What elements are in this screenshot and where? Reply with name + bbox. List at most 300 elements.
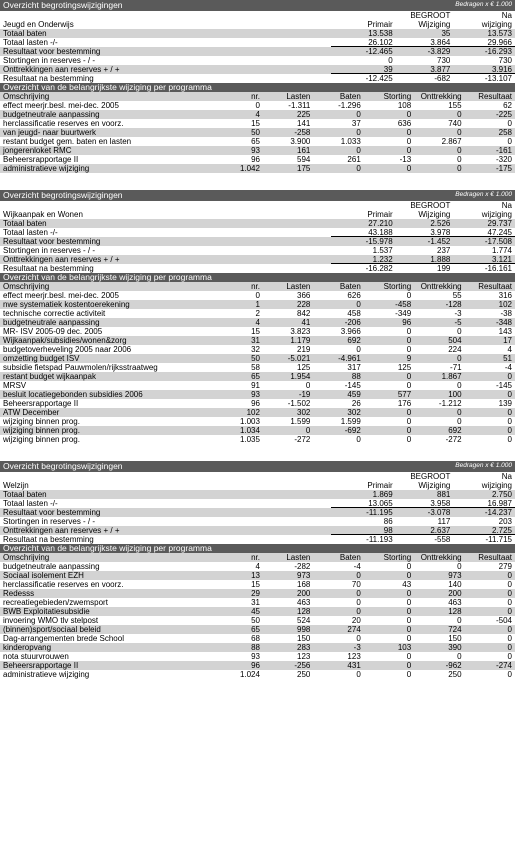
detail-cell: 458	[347, 309, 361, 318]
primair-value: 0	[388, 56, 393, 65]
column-header: nr.	[251, 553, 260, 562]
col-na-wijziging: wijziging	[481, 481, 512, 490]
detail-cell: 0	[507, 652, 512, 661]
detail-cell: 1.954	[290, 372, 311, 381]
detail-cell: 96	[251, 661, 260, 670]
col-na: Na	[501, 11, 512, 20]
detail-cell: 29	[251, 589, 260, 598]
detail-cell: 1.024	[239, 670, 260, 679]
detail-cell: 390	[448, 643, 462, 652]
detail-cell: -13	[399, 155, 412, 164]
report-header	[0, 461, 515, 472]
program-name: Jeugd en Onderwijs	[3, 20, 74, 29]
detail-cell: 176	[397, 399, 412, 408]
detail-cell: effect meerjr.besl. mei-dec. 2005	[3, 291, 119, 300]
column-heading-row	[0, 11, 515, 20]
na-wijziging-value: 730	[498, 56, 512, 65]
detail-cell: -5	[454, 318, 462, 327]
detail-cell: Redesss	[3, 589, 35, 598]
detail-cell: 0	[406, 381, 412, 390]
detail-cell: 0	[507, 426, 512, 435]
detail-cell: Beheersrapportage II	[3, 661, 79, 670]
detail-cell: 0	[457, 417, 462, 426]
wijziging-value: 35	[441, 29, 451, 38]
program-block	[0, 461, 515, 679]
detail-cell: -145	[344, 381, 361, 390]
detail-cell: herclassificatie reserves en voorz.	[3, 580, 124, 589]
detail-cell: -1.502	[287, 399, 311, 408]
detail-cell: 0	[507, 634, 512, 643]
detail-cell: 31	[251, 598, 260, 607]
column-header: nr.	[251, 92, 260, 101]
detail-cell: recreatiegebieden/zwemsport	[3, 598, 108, 607]
detail-cell: 0	[406, 598, 412, 607]
detail-cell: ATW December	[3, 408, 60, 417]
detail-cell: 0	[356, 670, 361, 679]
detail-cell: 1.179	[290, 336, 311, 345]
na-wijziging-value: -11.715	[485, 535, 512, 544]
detail-cell: 504	[448, 336, 462, 345]
summary-label: Totaal baten	[3, 29, 47, 38]
report-header	[0, 190, 515, 201]
detail-cell: -4	[353, 562, 361, 571]
col-na-wijziging: wijziging	[481, 20, 512, 29]
summary-label: Totaal lasten -/-	[3, 499, 58, 508]
wijziging-value: -558	[434, 535, 451, 544]
detail-cell: kinderopvang	[3, 643, 52, 652]
na-wijziging-value: 203	[498, 517, 512, 526]
detail-cell: 0	[356, 435, 361, 444]
detail-cell: 0	[255, 101, 260, 110]
primair-value: 13.065	[331, 499, 393, 508]
summary-row	[0, 228, 515, 237]
detail-cell: 155	[448, 101, 462, 110]
summary-row	[0, 29, 515, 38]
detail-row	[0, 155, 515, 164]
detail-cell: 0	[406, 291, 412, 300]
primair-value: 1.869	[372, 490, 393, 499]
detail-column-header	[0, 553, 515, 562]
detail-row	[0, 589, 515, 598]
wijziging-value: 3.958	[393, 499, 451, 508]
detail-cell: 0	[356, 345, 361, 354]
detail-row	[0, 300, 515, 309]
column-header: Onttrekking	[420, 282, 462, 291]
col-wijziging: Wijziging	[418, 20, 451, 29]
detail-cell: 31	[251, 336, 260, 345]
detail-cell: -272	[294, 435, 311, 444]
detail-cell: -5.021	[287, 354, 311, 363]
detail-row	[0, 670, 515, 679]
detail-cell: -1.311	[288, 101, 311, 110]
detail-cell: -962	[445, 661, 462, 670]
detail-cell: Wijkaanpak/subsidies/wonen&zorg	[3, 336, 127, 345]
detail-cell: budgetneutrale aanpassing	[3, 110, 100, 119]
detail-cell: 0	[406, 137, 412, 146]
detail-cell: 3.823	[290, 327, 311, 336]
wijziging-value: 881	[437, 490, 451, 499]
detail-cell: 15	[251, 580, 260, 589]
detail-cell: 13	[251, 571, 260, 580]
primair-value: 86	[383, 517, 393, 526]
detail-cell: 58	[251, 363, 260, 372]
detail-column-header	[0, 282, 515, 291]
detail-cell: 0	[507, 607, 512, 616]
detail-cell: 0	[406, 625, 412, 634]
detail-row	[0, 571, 515, 580]
detail-cell: 1.033	[340, 137, 361, 146]
detail-cell: 4	[507, 345, 512, 354]
summary-label: Resultaat voor bestemming	[3, 237, 101, 246]
detail-cell: 108	[397, 101, 412, 110]
detail-cell: 973	[448, 571, 462, 580]
detail-cell: 0	[457, 110, 462, 119]
primair-value: 43.188	[331, 228, 393, 237]
col-na-wijziging: wijziging	[481, 210, 512, 219]
detail-cell: -348	[495, 318, 512, 327]
detail-cell: invoering WMO tlv stelpost	[3, 616, 99, 625]
detail-row	[0, 119, 515, 128]
wijziging-value: 3.864	[393, 38, 451, 47]
detail-cell: -692	[344, 426, 361, 435]
detail-cell: 1.035	[239, 435, 260, 444]
detail-cell: 0	[457, 155, 462, 164]
detail-row	[0, 318, 515, 327]
col-primair: Primair	[367, 210, 393, 219]
detail-cell: 50	[251, 616, 260, 625]
detail-row	[0, 417, 515, 426]
detail-cell: 0	[356, 598, 361, 607]
wijziging-value: 199	[437, 264, 451, 273]
column-heading-row	[0, 472, 515, 481]
detail-cell: 0	[406, 372, 412, 381]
column-header: Resultaat	[478, 282, 512, 291]
primair-value: 26.102	[331, 38, 393, 47]
summary-label: Totaal baten	[3, 219, 47, 228]
detail-cell: -272	[445, 435, 462, 444]
detail-cell: budgetoverheveling 2005 naar 2006	[3, 345, 132, 354]
detail-cell: 65	[251, 625, 260, 634]
detail-cell: MR- ISV 2005-09 dec. 2005	[3, 327, 103, 336]
detail-cell: 4	[255, 110, 260, 119]
detail-cell: 261	[347, 155, 361, 164]
detail-cell: 55	[452, 291, 462, 300]
na-wijziging-value: -14.237	[484, 508, 512, 517]
detail-cell: -4	[504, 363, 512, 372]
primair-value: -12.465	[365, 47, 393, 56]
detail-cell: 65	[251, 372, 260, 381]
detail-cell: 316	[498, 291, 512, 300]
column-header: Onttrekking	[420, 92, 462, 101]
detail-cell: 50	[251, 354, 260, 363]
detail-row	[0, 146, 515, 155]
summary-label: Totaal lasten -/-	[3, 38, 58, 47]
detail-row	[0, 426, 515, 435]
detail-cell: wijziging binnen prog.	[3, 417, 80, 426]
summary-row	[0, 219, 515, 228]
detail-row	[0, 164, 515, 173]
detail-cell: 250	[297, 670, 311, 679]
detail-row	[0, 643, 515, 652]
detail-row	[0, 580, 515, 589]
detail-row	[0, 101, 515, 110]
detail-cell: 20	[351, 616, 361, 625]
detail-cell: 228	[297, 300, 311, 309]
detail-cell: 3.966	[340, 327, 361, 336]
detail-cell: 0	[406, 670, 412, 679]
detail-cell: 43	[402, 580, 412, 589]
detail-cell: nota stuurvrouwen	[3, 652, 69, 661]
detail-cell: 279	[498, 562, 512, 571]
detail-cell: 724	[448, 625, 462, 634]
detail-cell: 2	[255, 309, 260, 318]
wijziging-value: -3.078	[427, 508, 451, 517]
detail-cell: 0	[305, 381, 311, 390]
primair-value: 1.537	[372, 246, 393, 255]
detail-cell: 161	[297, 146, 311, 155]
detail-cell: 0	[356, 300, 361, 309]
detail-cell: 139	[498, 399, 512, 408]
detail-cell: 626	[347, 291, 361, 300]
detail-cell: Dag-arrangementen brede School	[3, 634, 124, 643]
detail-cell: -71	[450, 363, 462, 372]
detail-cell: 0	[406, 634, 412, 643]
detail-cell: 175	[297, 164, 311, 173]
spacer-cell	[0, 472, 331, 481]
detail-cell: 692	[347, 336, 361, 345]
summary-row	[0, 65, 515, 74]
detail-cell: 26	[351, 399, 361, 408]
detail-cell: 0	[507, 670, 512, 679]
detail-cell: subsidie fietspad Pauwmolen/rijksstraatweg	[3, 363, 158, 372]
detail-cell: 0	[507, 372, 512, 381]
spacer-cell	[331, 472, 393, 481]
col-wijziging: Wijziging	[418, 210, 451, 219]
summary-label: Totaal baten	[3, 490, 47, 499]
detail-cell: 128	[448, 607, 462, 616]
amount-note: Bedragen x € 1.000	[455, 1, 512, 8]
column-header: Storting	[383, 282, 412, 291]
detail-cell: BWB Exploitatiesubsidie	[3, 607, 90, 616]
primair-value: 13.538	[368, 29, 393, 38]
detail-cell: 0	[406, 426, 412, 435]
summary-label: Resultaat voor bestemming	[3, 47, 101, 56]
summary-label: Onttrekkingen aan reserves + / +	[3, 65, 120, 74]
detail-cell: 998	[297, 625, 311, 634]
column-header: Baten	[339, 553, 361, 562]
detail-cell: 0	[255, 291, 260, 300]
detail-cell: -175	[495, 164, 512, 173]
wijziging-value: 117	[437, 517, 451, 526]
detail-cell: 0	[406, 562, 412, 571]
detail-cell: 0	[406, 110, 412, 119]
amount-note: Bedragen x € 1.000	[455, 191, 512, 198]
detail-cell: 0	[507, 580, 512, 589]
detail-cell: nwe systematiek kostentoerekening	[3, 300, 130, 309]
detail-cell: -225	[495, 110, 512, 119]
detail-cell: 0	[406, 408, 412, 417]
detail-cell: effect meerjr.besl. mei-dec. 2005	[3, 101, 119, 110]
detail-column-header	[0, 92, 515, 101]
detail-cell: Beheersrapportage II	[3, 399, 79, 408]
spacer-cell	[0, 11, 331, 20]
section-title: Overzicht van de belangrijkste wijziging per programma	[0, 83, 515, 92]
na-wijziging-value: -13.107	[484, 74, 512, 83]
primair-value: -12.425	[365, 74, 393, 83]
wijziging-value: -682	[434, 74, 451, 83]
column-header: Baten	[339, 282, 361, 291]
detail-cell: 463	[297, 598, 311, 607]
detail-cell: 0	[406, 616, 412, 625]
summary-row	[0, 246, 515, 255]
detail-cell: 692	[448, 426, 462, 435]
detail-cell: 524	[297, 616, 311, 625]
detail-cell: 51	[503, 354, 512, 363]
summary-row	[0, 508, 515, 517]
detail-row	[0, 634, 515, 643]
detail-cell: 250	[448, 670, 462, 679]
detail-cell: 594	[297, 155, 311, 164]
detail-row	[0, 110, 515, 119]
detail-row	[0, 128, 515, 137]
detail-cell: wijziging binnen prog.	[3, 435, 80, 444]
primair-value: -16.282	[365, 264, 393, 273]
detail-cell: -161	[495, 146, 512, 155]
detail-cell: administratieve wijziging	[3, 670, 90, 679]
detail-cell: 0	[305, 426, 311, 435]
na-wijziging-value: 2.750	[491, 490, 512, 499]
detail-cell: 125	[397, 363, 412, 372]
detail-cell: 88	[351, 372, 361, 381]
column-heading-row	[0, 201, 515, 210]
detail-row	[0, 435, 515, 444]
column-header: Baten	[339, 92, 361, 101]
col-wijziging: Wijziging	[418, 481, 451, 490]
summary-row	[0, 526, 515, 535]
detail-cell: MRSV	[3, 381, 27, 390]
detail-cell: (binnen)sport/sociaal beleid	[3, 625, 101, 634]
wijziging-value: 3.877	[393, 65, 451, 74]
detail-cell: 0	[406, 652, 412, 661]
detail-row	[0, 562, 515, 571]
column-header: Storting	[383, 553, 412, 562]
detail-cell: 0	[406, 336, 412, 345]
detail-cell: 68	[251, 634, 260, 643]
detail-cell: 0	[457, 128, 462, 137]
na-wijziging-value: 2.725	[450, 526, 515, 535]
na-wijziging-value: 3.121	[450, 255, 515, 264]
detail-cell: 96	[251, 399, 260, 408]
detail-cell: administratieve wijziging	[3, 164, 90, 173]
wijziging-value: -1.452	[427, 237, 451, 246]
detail-row	[0, 390, 515, 399]
summary-label: Resultaat na bestemming	[3, 264, 94, 273]
detail-cell: 3.900	[290, 137, 311, 146]
detail-cell: 2.867	[441, 137, 462, 146]
detail-cell: 4	[255, 318, 260, 327]
summary-label: Stortingen in reserves - / -	[3, 56, 96, 65]
detail-cell: 128	[297, 607, 311, 616]
column-header: Omschrijving	[3, 553, 50, 562]
col-primair: Primair	[367, 20, 393, 29]
detail-cell: 0	[507, 119, 512, 128]
detail-cell: 431	[347, 661, 361, 670]
summary-label: Totaal lasten -/-	[3, 228, 58, 237]
na-wijziging-value: 13.573	[487, 29, 512, 38]
detail-row	[0, 309, 515, 318]
detail-cell: 15	[251, 119, 260, 128]
section-gap	[0, 173, 515, 190]
column-header: Onttrekking	[420, 553, 462, 562]
detail-cell: 15	[251, 327, 260, 336]
detail-cell: 93	[251, 146, 260, 155]
detail-cell: 224	[448, 345, 462, 354]
detail-cell: 0	[356, 589, 361, 598]
detail-cell: 973	[297, 571, 311, 580]
summary-row	[0, 517, 515, 526]
program-block	[0, 0, 515, 173]
detail-cell: -282	[294, 562, 311, 571]
detail-cell: 0	[457, 164, 462, 173]
column-header: Lasten	[286, 282, 311, 291]
detail-cell: 123	[347, 652, 361, 661]
detail-cell: 1.599	[340, 417, 361, 426]
program-name-row	[0, 210, 515, 219]
detail-cell: 0	[356, 607, 361, 616]
detail-cell: budgetneutrale aanpassing	[3, 562, 100, 571]
detail-cell: -1.296	[338, 101, 361, 110]
detail-cell: -258	[294, 128, 311, 137]
detail-row	[0, 354, 515, 363]
detail-cell: 302	[347, 408, 361, 417]
column-header: Lasten	[286, 553, 311, 562]
detail-cell: 0	[507, 137, 512, 146]
detail-cell: 200	[448, 589, 462, 598]
detail-row	[0, 381, 515, 390]
na-wijziging-value: -17.508	[484, 237, 512, 246]
detail-cell: 0	[406, 589, 412, 598]
detail-cell: 103	[397, 643, 412, 652]
report-header	[0, 0, 515, 11]
detail-cell: Beheersrapportage II	[3, 155, 79, 164]
detail-cell: 96	[251, 155, 260, 164]
summary-row	[0, 255, 515, 264]
detail-cell: -1.212	[438, 399, 462, 408]
detail-cell: 0	[457, 327, 462, 336]
detail-cell: 0	[406, 417, 412, 426]
na-wijziging-value: 16.987	[450, 499, 515, 508]
detail-cell: 0	[507, 571, 512, 580]
detail-cell: 96	[402, 318, 412, 327]
detail-cell: 17	[503, 336, 512, 345]
detail-cell: 0	[507, 417, 512, 426]
na-wijziging-value: 3.916	[450, 65, 515, 74]
detail-cell: 0	[507, 435, 512, 444]
col-na: Na	[501, 201, 512, 210]
detail-cell: 102	[246, 408, 260, 417]
report-title: Overzicht begrotingswijzigingen	[3, 0, 123, 10]
detail-cell: -206	[344, 318, 361, 327]
detail-cell: 0	[457, 354, 462, 363]
detail-cell: 0	[457, 652, 462, 661]
detail-cell: jongerenloket RMC	[3, 146, 72, 155]
detail-row	[0, 137, 515, 146]
detail-cell: van jeugd- naar buurtwerk	[3, 128, 96, 137]
detail-cell: -19	[298, 390, 311, 399]
primair-value: -15.978	[365, 237, 393, 246]
detail-cell: 0	[406, 661, 412, 670]
detail-cell: 225	[297, 110, 311, 119]
